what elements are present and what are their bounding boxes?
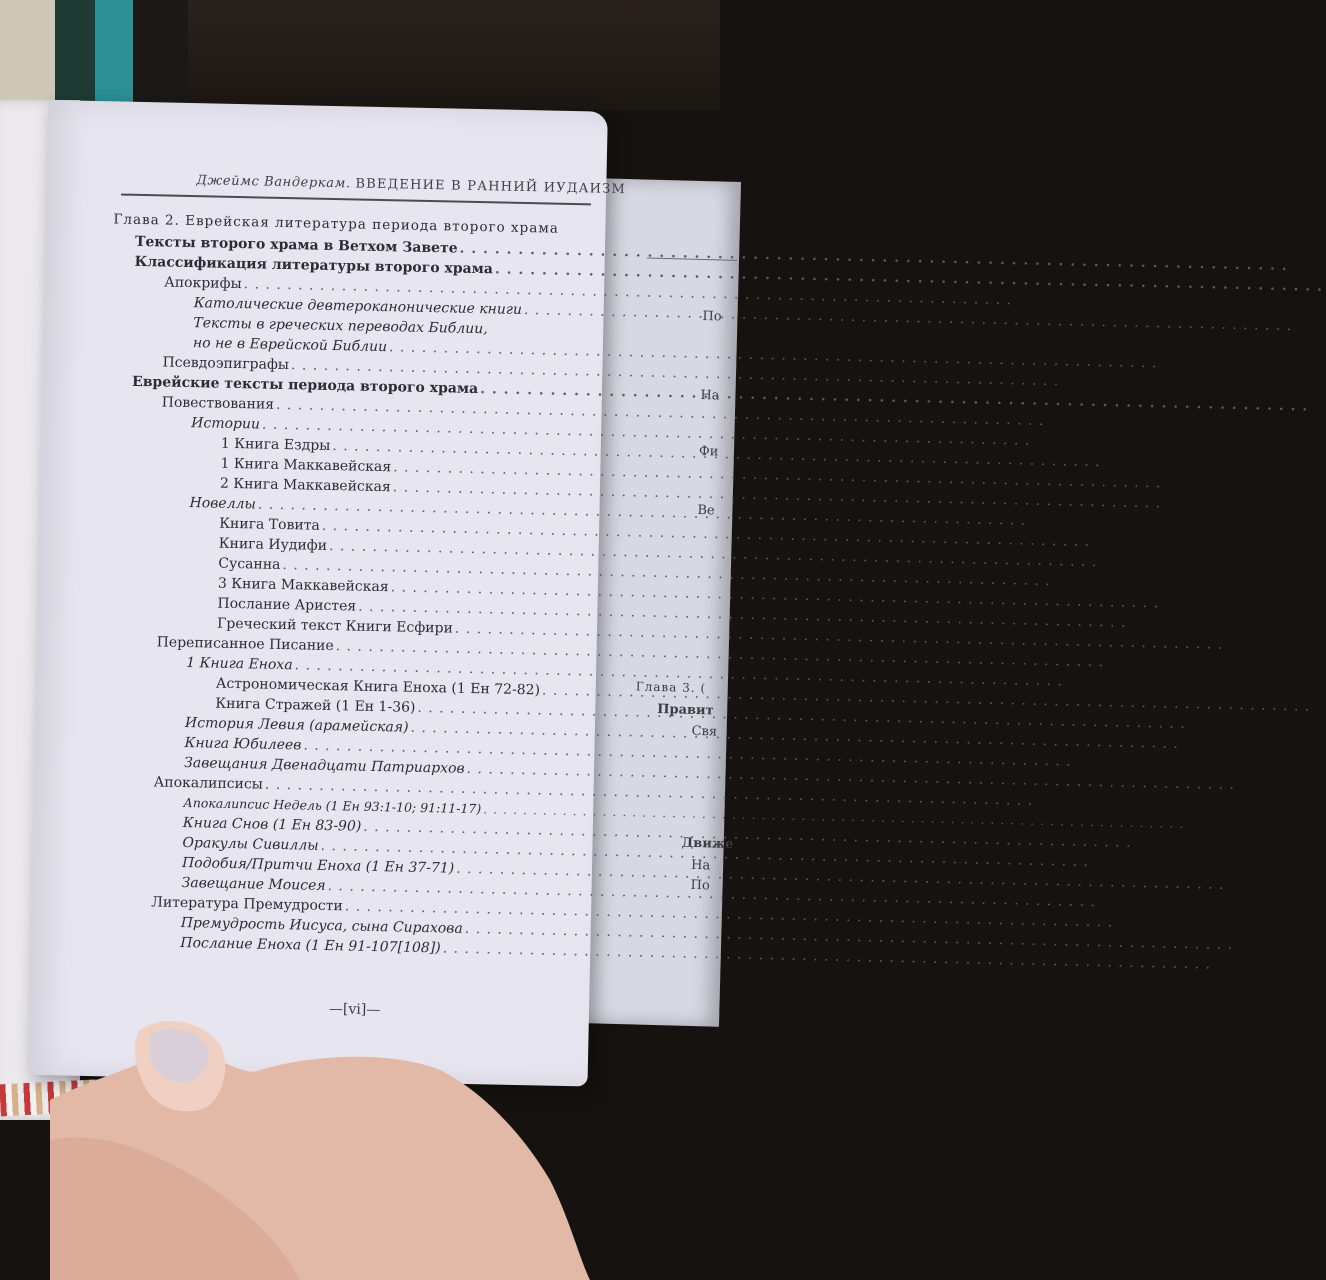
toc-entry-text: 1 Книга Маккавейская xyxy=(220,455,392,476)
toc-entry-text: Литература Премудрости xyxy=(151,894,343,915)
right-page-fragment: Свя xyxy=(691,723,718,740)
right-page-fragment: Ве xyxy=(697,502,715,519)
toc-entry-text: Глава 2. Еврейская литература периода второго храма xyxy=(113,211,560,237)
toc-entry-text: Повествования xyxy=(161,394,275,413)
toc-entry-text: Классификация литературы второго храма xyxy=(134,253,494,278)
toc-entry-text: Книга Товита xyxy=(218,515,321,534)
toc-entry-text: но не в Еврейской Библии xyxy=(192,335,388,356)
toc-entry-text: История Левия (арамейская) xyxy=(184,715,409,736)
running-head-author: Джеймс Вандеркам. xyxy=(196,173,351,192)
toc-entry-text: Сусанна xyxy=(218,555,281,573)
right-page-fragment: По xyxy=(702,309,722,325)
table-of-contents xyxy=(98,209,593,961)
right-page-fragment: На xyxy=(690,857,711,874)
toc-entry-text: 2 Книга Маккавейская xyxy=(219,475,391,496)
toc-entry-text: Тексты второго храма в Ветхом Завете xyxy=(134,233,458,257)
right-page-fragment: Правит xyxy=(657,701,714,719)
toc-entry-text: Апокалипсис Недель (1 Ен 93:1-10; 91:11-17) xyxy=(183,794,482,817)
toc-entry-text: Апокалипсисы xyxy=(153,774,264,793)
shelf-book-spine xyxy=(95,0,133,105)
right-page-fragment: По xyxy=(690,877,710,894)
toc-entry-text: Переписанное Писание xyxy=(156,634,334,655)
toc-entry-text: Послание Аристея xyxy=(217,595,357,615)
toc-entry-text: Истории xyxy=(191,415,261,433)
toc-entry-text: 1 Книга Еноха xyxy=(186,655,293,674)
right-page-fragment: На xyxy=(700,387,720,404)
toc-entry-text: Книга Снов (1 Ен 83-90) xyxy=(182,814,362,835)
toc-entry-text: Книга Иудифи xyxy=(218,535,328,554)
toc-entry-text: 1 Книга Ездры xyxy=(220,435,331,454)
toc-entry-text: Послание Еноха (1 Ен 91-107[108]) xyxy=(180,934,441,957)
page-number: —[vi]— xyxy=(328,1001,381,1019)
bookshelf-background xyxy=(0,0,720,110)
toc-entry-text: Подобия/Притчи Еноха (1 Ен 37-71) xyxy=(181,854,455,877)
toc-entry-text: Книга Стражей (1 Ен 1-36) xyxy=(215,695,416,716)
toc-entry-text: 3 Книга Маккавейская xyxy=(217,575,389,596)
toc-entry-text: Греческий текст Книги Есфири xyxy=(216,615,454,637)
shelf-book-spine xyxy=(133,0,188,105)
book-page xyxy=(28,100,627,1087)
shelf-book-spine xyxy=(0,0,55,105)
running-head xyxy=(196,173,626,197)
shelf-book-spine xyxy=(55,0,95,105)
toc-entry-text: Книга Юбилеев xyxy=(184,735,302,754)
toc-entry-text: Еврейские тексты периода второго храма xyxy=(131,373,479,398)
toc-entry-text: Апокрифы xyxy=(164,274,242,293)
toc-entry-text: Новеллы xyxy=(189,495,257,513)
running-head-title: ВВЕДЕНИЕ В РАННИЙ ИУДАИЗМ xyxy=(355,176,627,198)
toc-entry-text: Астрономическая Книга Еноха (1 Ен 72-82) xyxy=(215,675,541,699)
toc-entry-text: Псевдоэпиграфы xyxy=(162,354,290,374)
right-page-fragment: Фи xyxy=(698,443,719,460)
toc-entry-text: Премудрость Иисуса, сына Сирахова xyxy=(180,914,463,937)
toc-entry-text: Тексты в греческих переводах Библии, xyxy=(193,315,488,338)
toc-entry-text: Завещания Двенадцати Патриархов xyxy=(183,754,465,777)
toc-entry-text: Завещание Моисея xyxy=(181,874,326,894)
right-page-fragment: Глава 3. ( xyxy=(635,679,707,696)
right-page-fragment: Движе xyxy=(681,835,734,852)
hand-holding-book xyxy=(50,1010,590,1280)
running-head-rule xyxy=(121,194,591,205)
toc-entry-text: Оракулы Сивиллы xyxy=(182,834,319,854)
toc-entry-text: Католические девтероканонические книги xyxy=(193,295,523,318)
